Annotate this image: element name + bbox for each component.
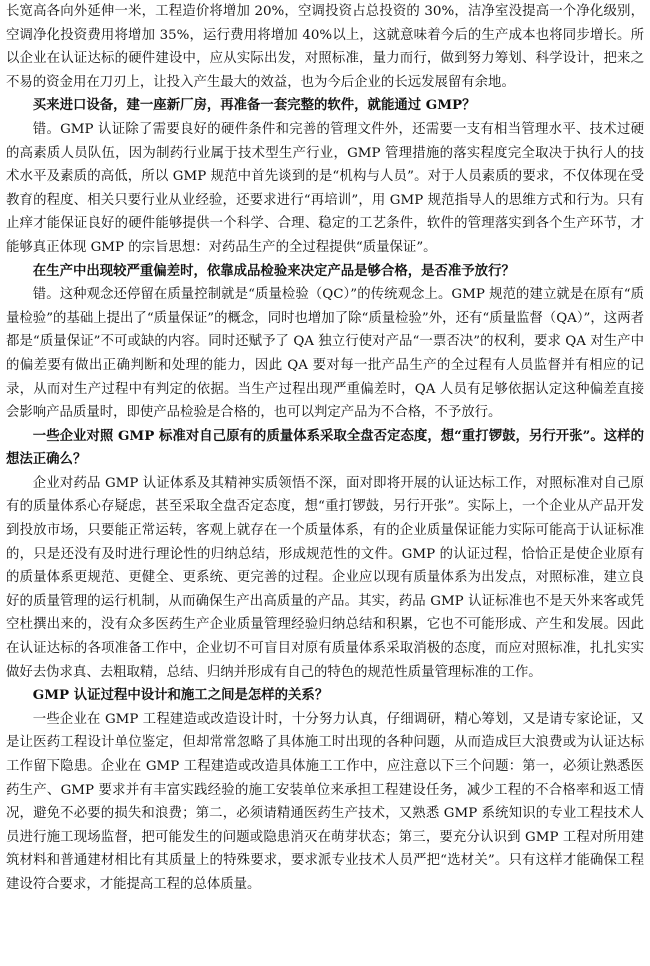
answer-paragraph-quality-system: 企业对药品 GMP 认证体系及其精神实质领悟不深，面对即将开展的认证达标工作，对照标准对自己原有的质量体系心存疑虑，甚至采取全盘否定态度，想“重打锣鼓，另行开张”。实际上，一个企业从产品开发到投放市场，只要能正常运转，客观上就存在一个质量体系，有的企业质量保证能力实际可能高于认证标准的，只是还没有及时进行理论性的归纳总结，形成规范性的文件。GMP 的认证过程，恰恰正是使企业原有的质量体系更规范、更健全、更系统、更完善的过程。企业应以现有质量体系为出发点，对照标准，建立良好的质量管理的运行机制，从而确保生产出高质量的产品。其实，药品 GMP 认证标准也不是天外来客或凭空杜撰出来的，没有众多医药生产企业质量管理经验归纳总结和积累，它也不可能形成、产生和发展。因此在认证达标的各项准备工作中，企业切不可盲目对原有质量体系采取消极的态度，而应对照标准，扎扎实实做好去伪求真、去粗取精，总结、归纳并形成有自己的特色的规范性质量管理标准的工作。 (6, 475, 644, 680)
question-heading-design-construction: GMP 认证过程中设计和施工之间是怎样的关系？ (32, 687, 329, 704)
question-heading-equipment: 买来进口设备，建一座新厂房，再准备一套完整的软件，就能通过 GMP？ (32, 97, 476, 114)
question-heading-quality-system: 一些企业对照 GMP 标准对自己原有的质量体系采取全盘否定态度，想“重打锣鼓，另行开张”。这样的想法正确么？ (6, 427, 644, 468)
answer-paragraph-design-construction: 一些企业在 GMP 工程建造或改造设计时，十分努力认真，仔细调研，精心筹划，又是请专家论证，又是让医药工程设计单位鉴定，但却常常忽略了具体施工时出现的各种问题，从而造成巨大浪费或为认证达标工作留下隐患。企业在 GMP 工程建造或改造具体施工工作中，应注意以下三个问题：第一，必须让熟悉医药生产、GMP 要求并有丰富实践经验的施工安装单位来承担工程建设任务，减少工程的不合格率和返工情况，避免不必要的损失和浪费；第二，必须请精通医药生产技术，又熟悉 GMP 系统知识的专业工程技术人员进行施工现场监督，把可能发生的问题或隐患消灭在萌芽状态；第三，要充分认识到 GMP 工程对所用建筑材料和普通建材相比有其质量上的特殊要求，要求派专业技术人员严把“选材关”。只有这样才能确保工程建设符合要求，才能提高工程的总体质量。 (6, 711, 644, 892)
answer-paragraph-personnel: 错。GMP 认证除了需要良好的硬件条件和完善的管理文件外，还需要一支有相当管理水平、技术过硬的高素质人员队伍，因为制药行业属于技术型生产行业，GMP 管理措施的落实程度完全取决于执行人的技术水平及素质的高低，所以 GMP 规范中首先谈到的是“机构与人员”。对于人员素质的要求，不仅体现在受教育的程度、相关只要行业从业经验，还要求进行“再培训”，用 GMP 规范指导人的思维方式和行为。只有止痒才能保证良好的硬件能够提供一个科学、合理、稳定的工艺条件，软件的管理落实到各个生产环节，才能够真正体现 GMP 的宗旨思想：对药品生产的全过程提供“质量保证”。 (6, 121, 644, 255)
answer-paragraph-quality-assurance: 错。这种观念还停留在质量控制就是“质量检验（QC）”的传统观念上。GMP 规范的建立就是在原有“质量检验”的基础上提出了“质量保证”的概念，同时也增加了除“质量检验”外，还有“质量监督（QA）”，这两者都是“质量保证”不可或缺的内容。同时还赋予了 QA 独立行使对产品“一票否决”的权利，要求 QA 对生产中的偏差要有做出正确判断和处理的能力，因此 QA 要对每一批产品生产的全过程有人员监督并有相应的记录，从而对生产过程中有判定的依据。当生产过程出现严重偏差时，QA 人员有足够依据认定这种偏差直接会影响产品质量时，即使产品检验是合格的，也可以判定产品为不合格，不予放行。 (6, 287, 644, 421)
paragraph-intro-continuation: 长宽高各向外延伸一米，工程造价将增加 20%，空调投资占总投资的 30%，洁净室没提高一个净化级别，空调净化投资费用将增加 35%，运行费用将增加 40%以上，这就意味着今后的生产成本也将同步增长。所以企业在认证达标的硬件建设中，应从实际出发，对照标准，量力而行，做到努力筹划、科学设计，把来之不易的资金用在刀刃上，让投入产生最大的效益，也为今后企业的长远发展留有余地。 (6, 4, 644, 90)
question-heading-deviation: 在生产中出现较严重偏差时，依靠成品检验来决定产品是够合格，是否准予放行？ (32, 262, 515, 279)
